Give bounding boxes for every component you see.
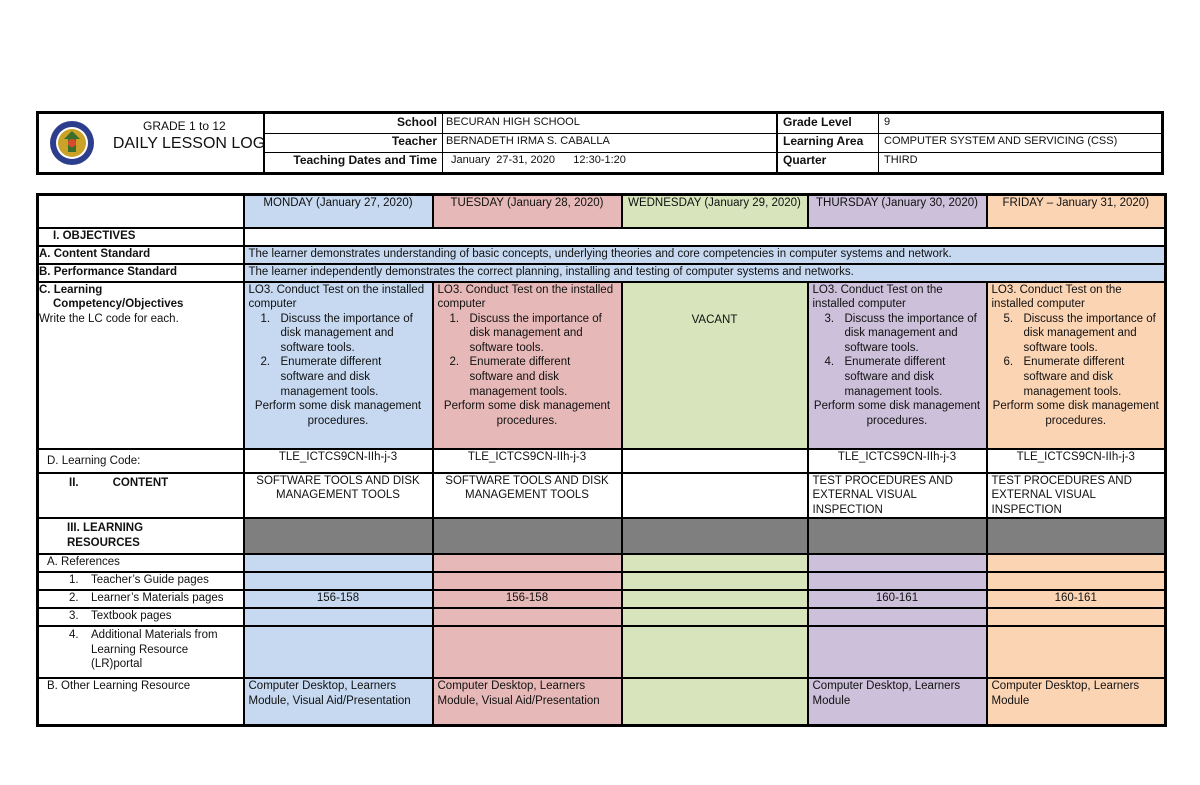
objective-text: Enumerate different software and disk management tools. xyxy=(469,356,571,398)
textbook-label xyxy=(38,608,244,626)
learning-area-label: Learning Area xyxy=(783,134,864,148)
item-number: 2. xyxy=(69,592,79,605)
objective-extra: Perform some disk management procedures. xyxy=(443,400,611,427)
dates-label: Teaching Dates and Time xyxy=(293,153,437,167)
other-wednesday xyxy=(622,678,808,725)
objective-text: Discuss the importance of disk management and software tools. xyxy=(280,312,413,354)
lm-pages-monday: 156-158 xyxy=(244,590,433,608)
objective-item xyxy=(992,355,1161,399)
objective-number: 1. xyxy=(449,312,460,325)
header-row-dates xyxy=(265,152,1163,171)
content-friday: TEST PROCEDURES AND EXTERNAL VISUAL INSPECTION xyxy=(987,473,1166,519)
other-monday: Computer Desktop, Learners Module, Visual Aid/Presentation xyxy=(244,678,433,725)
objectives-heading-blank xyxy=(244,228,1166,246)
day-header-row xyxy=(38,195,1166,228)
content-monday: SOFTWARE TOOLS AND DISK MANAGEMENT TOOLS xyxy=(244,473,433,519)
deped-seal-icon xyxy=(49,120,95,166)
objective-extra: Perform some disk management procedures. xyxy=(992,400,1159,427)
learners-materials-label xyxy=(38,590,244,608)
tb-wednesday xyxy=(622,608,808,626)
references-row xyxy=(38,554,1166,572)
objective-text: Discuss the importance of disk management and software tools. xyxy=(844,312,977,354)
objective-number: 5. xyxy=(1003,312,1014,325)
am-wednesday xyxy=(622,626,808,678)
header-row-school xyxy=(265,114,1163,134)
objective-item xyxy=(992,312,1161,356)
lm-pages-thursday: 160-161 xyxy=(808,590,987,608)
quarter-label: Quarter xyxy=(783,153,827,167)
learning-area-value: COMPUTER SYSTEM AND SERVICING (CSS) xyxy=(884,135,1118,147)
teachers-guide-label xyxy=(38,572,244,590)
objective-number: 1. xyxy=(260,312,271,325)
other-tuesday: Computer Desktop, Learners Module, Visual Aid/Presentation xyxy=(433,678,622,725)
objective-text: Enumerate different software and disk management tools. xyxy=(844,356,946,398)
tb-monday xyxy=(244,608,433,626)
learning-code-tuesday: TLE_ICTCS9CN-IIh-j-3 xyxy=(433,449,622,473)
objectives-heading: I. OBJECTIVES xyxy=(38,228,244,246)
am-thursday xyxy=(808,626,987,678)
school-value: BECURAN HIGH SCHOOL xyxy=(446,116,580,128)
gray-cell xyxy=(987,518,1166,554)
item-number: 4. xyxy=(69,629,79,642)
objective-extra: Perform some disk management procedures. xyxy=(813,400,981,427)
additional-materials-row xyxy=(38,626,1166,678)
school-label: School xyxy=(396,115,437,129)
competency-row xyxy=(38,282,1166,449)
item-number: 1. xyxy=(69,574,79,587)
tg-tuesday xyxy=(433,572,622,590)
gray-cell xyxy=(808,518,987,554)
tb-thursday xyxy=(808,608,987,626)
learning-code-monday: TLE_ICTCS9CN-IIh-j-3 xyxy=(244,449,433,473)
learning-code-friday: TLE_ICTCS9CN-IIh-j-3 xyxy=(987,449,1166,473)
grade-level-value: 9 xyxy=(884,116,891,128)
tb-friday xyxy=(987,608,1166,626)
gray-cell xyxy=(433,518,622,554)
day-monday: MONDAY (January 27, 2020) xyxy=(244,195,433,228)
resources-heading-row xyxy=(38,518,1166,554)
resources-heading: III. LEARNING RESOURCES xyxy=(38,518,244,554)
content-standard-text: The learner demonstrates understanding of basic concepts, underlying theories and core competencies in computer systems and network. xyxy=(244,246,1166,264)
gray-cell xyxy=(244,518,433,554)
objective-number: 3. xyxy=(824,312,835,325)
item-number: 3. xyxy=(69,610,79,623)
grade-level-label: Grade Level xyxy=(783,115,852,129)
tg-thursday xyxy=(808,572,987,590)
tg-wednesday xyxy=(622,572,808,590)
objective-item xyxy=(813,312,982,356)
lesson-plan-table xyxy=(36,193,1167,727)
competency-label-line3: Write the LC code for each. xyxy=(39,312,179,325)
objective-text: Enumerate different software and disk management tools. xyxy=(280,356,382,398)
objective-text: Enumerate different software and disk management tools. xyxy=(1023,356,1125,398)
objectives-heading-row xyxy=(38,228,1166,246)
references-label: A. References xyxy=(38,554,244,572)
item-text: Additional Materials from Learning Resource (LR)portal xyxy=(91,629,218,671)
teacher-label: Teacher xyxy=(391,134,437,148)
lm-pages-wednesday xyxy=(622,590,808,608)
other-resources-row xyxy=(38,678,1166,725)
objective-number: 4. xyxy=(824,356,835,369)
item-text: Textbook pages xyxy=(91,610,172,623)
performance-standard-text: The learner independently demonstrates the correct planning, installing and testing of computer systems and networks. xyxy=(244,264,1166,282)
day-wednesday: WEDNESDAY (January 29, 2020) xyxy=(622,195,808,228)
learners-materials-row xyxy=(38,590,1166,608)
day-tuesday: TUESDAY (January 28, 2020) xyxy=(433,195,622,228)
item-text: Teacher’s Guide pages xyxy=(91,574,209,587)
textbook-row xyxy=(38,608,1166,626)
learning-code-wednesday xyxy=(622,449,808,473)
objective-item xyxy=(438,312,617,356)
teacher-value: BERNADETH IRMA S. CABALLA xyxy=(446,135,610,147)
day-thursday: THURSDAY (January 30, 2020) xyxy=(808,195,987,228)
objective-item xyxy=(249,312,428,356)
performance-standard-label: B. Performance Standard xyxy=(38,264,244,282)
additional-materials-label xyxy=(38,626,244,678)
competency-label-line1: C. Learning xyxy=(39,283,103,296)
objective-item xyxy=(438,355,617,399)
tb-tuesday xyxy=(433,608,622,626)
learning-code-row xyxy=(38,449,1166,473)
content-heading-cell xyxy=(38,473,244,519)
objective-text: Discuss the importance of disk management and software tools. xyxy=(1023,312,1156,354)
competency-friday xyxy=(987,282,1166,449)
objective-item xyxy=(813,355,982,399)
lo-title: LO3. Conduct Test on the installed computer xyxy=(991,283,1122,311)
quarter-value: THIRD xyxy=(884,154,918,166)
corner-cell xyxy=(38,195,244,228)
am-friday xyxy=(987,626,1166,678)
content-standard-label: A. Content Standard xyxy=(38,246,244,264)
learning-code-label: D. Learning Code: xyxy=(38,449,244,473)
other-thursday: Computer Desktop, Learners Module xyxy=(808,678,987,725)
references-tuesday xyxy=(433,554,622,572)
lesson-log-header xyxy=(36,111,1164,175)
other-friday: Computer Desktop, Learners Module xyxy=(987,678,1166,725)
performance-standard-row xyxy=(38,264,1166,282)
references-wednesday xyxy=(622,554,808,572)
lm-pages-tuesday: 156-158 xyxy=(433,590,622,608)
header-title-block xyxy=(39,114,266,172)
am-monday xyxy=(244,626,433,678)
references-friday xyxy=(987,554,1166,572)
objective-number: 2. xyxy=(260,356,271,369)
competency-tuesday xyxy=(433,282,622,449)
competency-wednesday: VACANT xyxy=(622,282,808,449)
content-thursday: TEST PROCEDURES AND EXTERNAL VISUAL INSPECTION xyxy=(808,473,987,519)
gray-cell xyxy=(622,518,808,554)
content-tuesday: SOFTWARE TOOLS AND DISK MANAGEMENT TOOLS xyxy=(433,473,622,519)
content-heading: CONTENT xyxy=(112,476,169,489)
lo-title: LO3. Conduct Test on the installed computer xyxy=(437,283,614,311)
references-thursday xyxy=(808,554,987,572)
am-tuesday xyxy=(433,626,622,678)
header-row-teacher xyxy=(265,133,1163,153)
competency-monday xyxy=(244,282,433,449)
content-row xyxy=(38,473,1166,519)
objective-number: 2. xyxy=(449,356,460,369)
competency-thursday xyxy=(808,282,987,449)
lo-title: LO3. Conduct Test on the installed computer xyxy=(248,283,425,311)
other-resources-label: B. Other Learning Resource xyxy=(38,678,244,725)
lm-pages-friday: 160-161 xyxy=(987,590,1166,608)
page-title: DAILY LESSON LOG xyxy=(112,135,266,152)
content-heading-number: II. xyxy=(69,476,79,489)
header-info-grid xyxy=(263,114,1163,172)
grade-range: GRADE 1 to 12 xyxy=(143,119,226,133)
objective-number: 6. xyxy=(1003,356,1014,369)
learning-code-thursday: TLE_ICTCS9CN-IIh-j-3 xyxy=(808,449,987,473)
objective-extra: Perform some disk management procedures. xyxy=(254,400,422,427)
tg-friday xyxy=(987,572,1166,590)
lo-title: LO3. Conduct Test on the installed computer xyxy=(812,283,943,311)
objective-item xyxy=(249,355,428,399)
tg-monday xyxy=(244,572,433,590)
content-standard-row xyxy=(38,246,1166,264)
dates-value: January 27-31, 2020 12:30-1:20 xyxy=(451,154,626,166)
competency-label-line2: Competency/Objectives xyxy=(53,298,184,311)
teachers-guide-row xyxy=(38,572,1166,590)
content-wednesday xyxy=(622,473,808,519)
competency-label-cell xyxy=(38,282,244,449)
item-text: Learner’s Materials pages xyxy=(91,592,224,605)
references-monday xyxy=(244,554,433,572)
objective-text: Discuss the importance of disk management and software tools. xyxy=(469,312,602,354)
day-friday: FRIDAY – January 31, 2020) xyxy=(987,195,1166,228)
